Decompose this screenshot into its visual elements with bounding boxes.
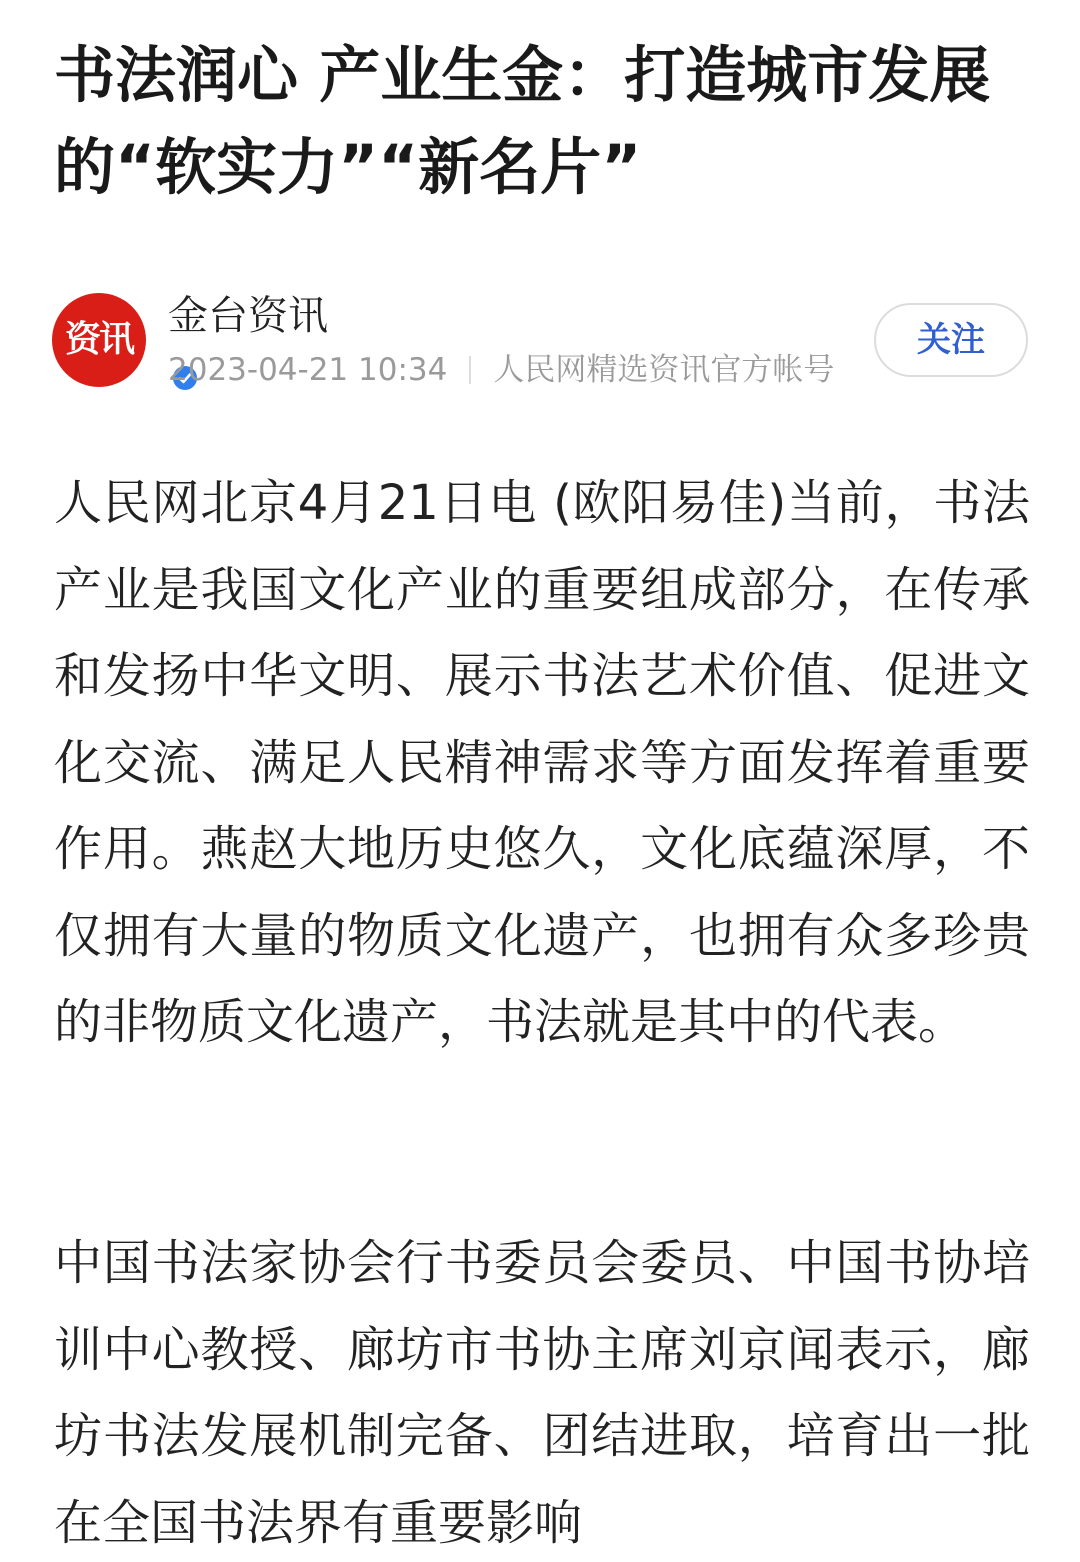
author-info	[0, 285, 1080, 395]
meta-divider	[469, 356, 471, 384]
article-paragraph: 中国书法家协会行书委员会委员、中国书协培训中心教授、廊坊市书协主席刘京闻表示，廊坊书法发展机制完备、团结进取，培育出一批在全国书法界有重要影响	[54, 1235, 1030, 1551]
follow-button[interactable]: 关注	[874, 303, 1028, 377]
article-title: 书法润心 产业生金：打造城市发展的“软实力”“新名片”	[54, 40, 991, 203]
author-description: 人民网精选资讯官方帐号	[493, 352, 835, 388]
publish-datetime: 2023-04-21 10:34	[168, 352, 448, 388]
author-name[interactable]: 金台资讯	[168, 293, 328, 339]
author-meta	[168, 349, 834, 391]
article-paragraph: 人民网北京4月21日电 (欧阳易佳)当前，书法产业是我国文化产业的重要组成部分，在传承和发扬中华文明、展示书法艺术价值、促进文化交流、满足人民精神需求等方面发挥着重要作用。燕赵大地历史悠久，文化底蕴深厚，不仅拥有大量的物质文化遗产，也拥有众多珍贵的非物质文化遗产，书法就是其中的代表。	[54, 475, 1030, 1050]
avatar-logo-text: 资讯	[64, 319, 133, 360]
avatar[interactable]	[52, 293, 146, 387]
